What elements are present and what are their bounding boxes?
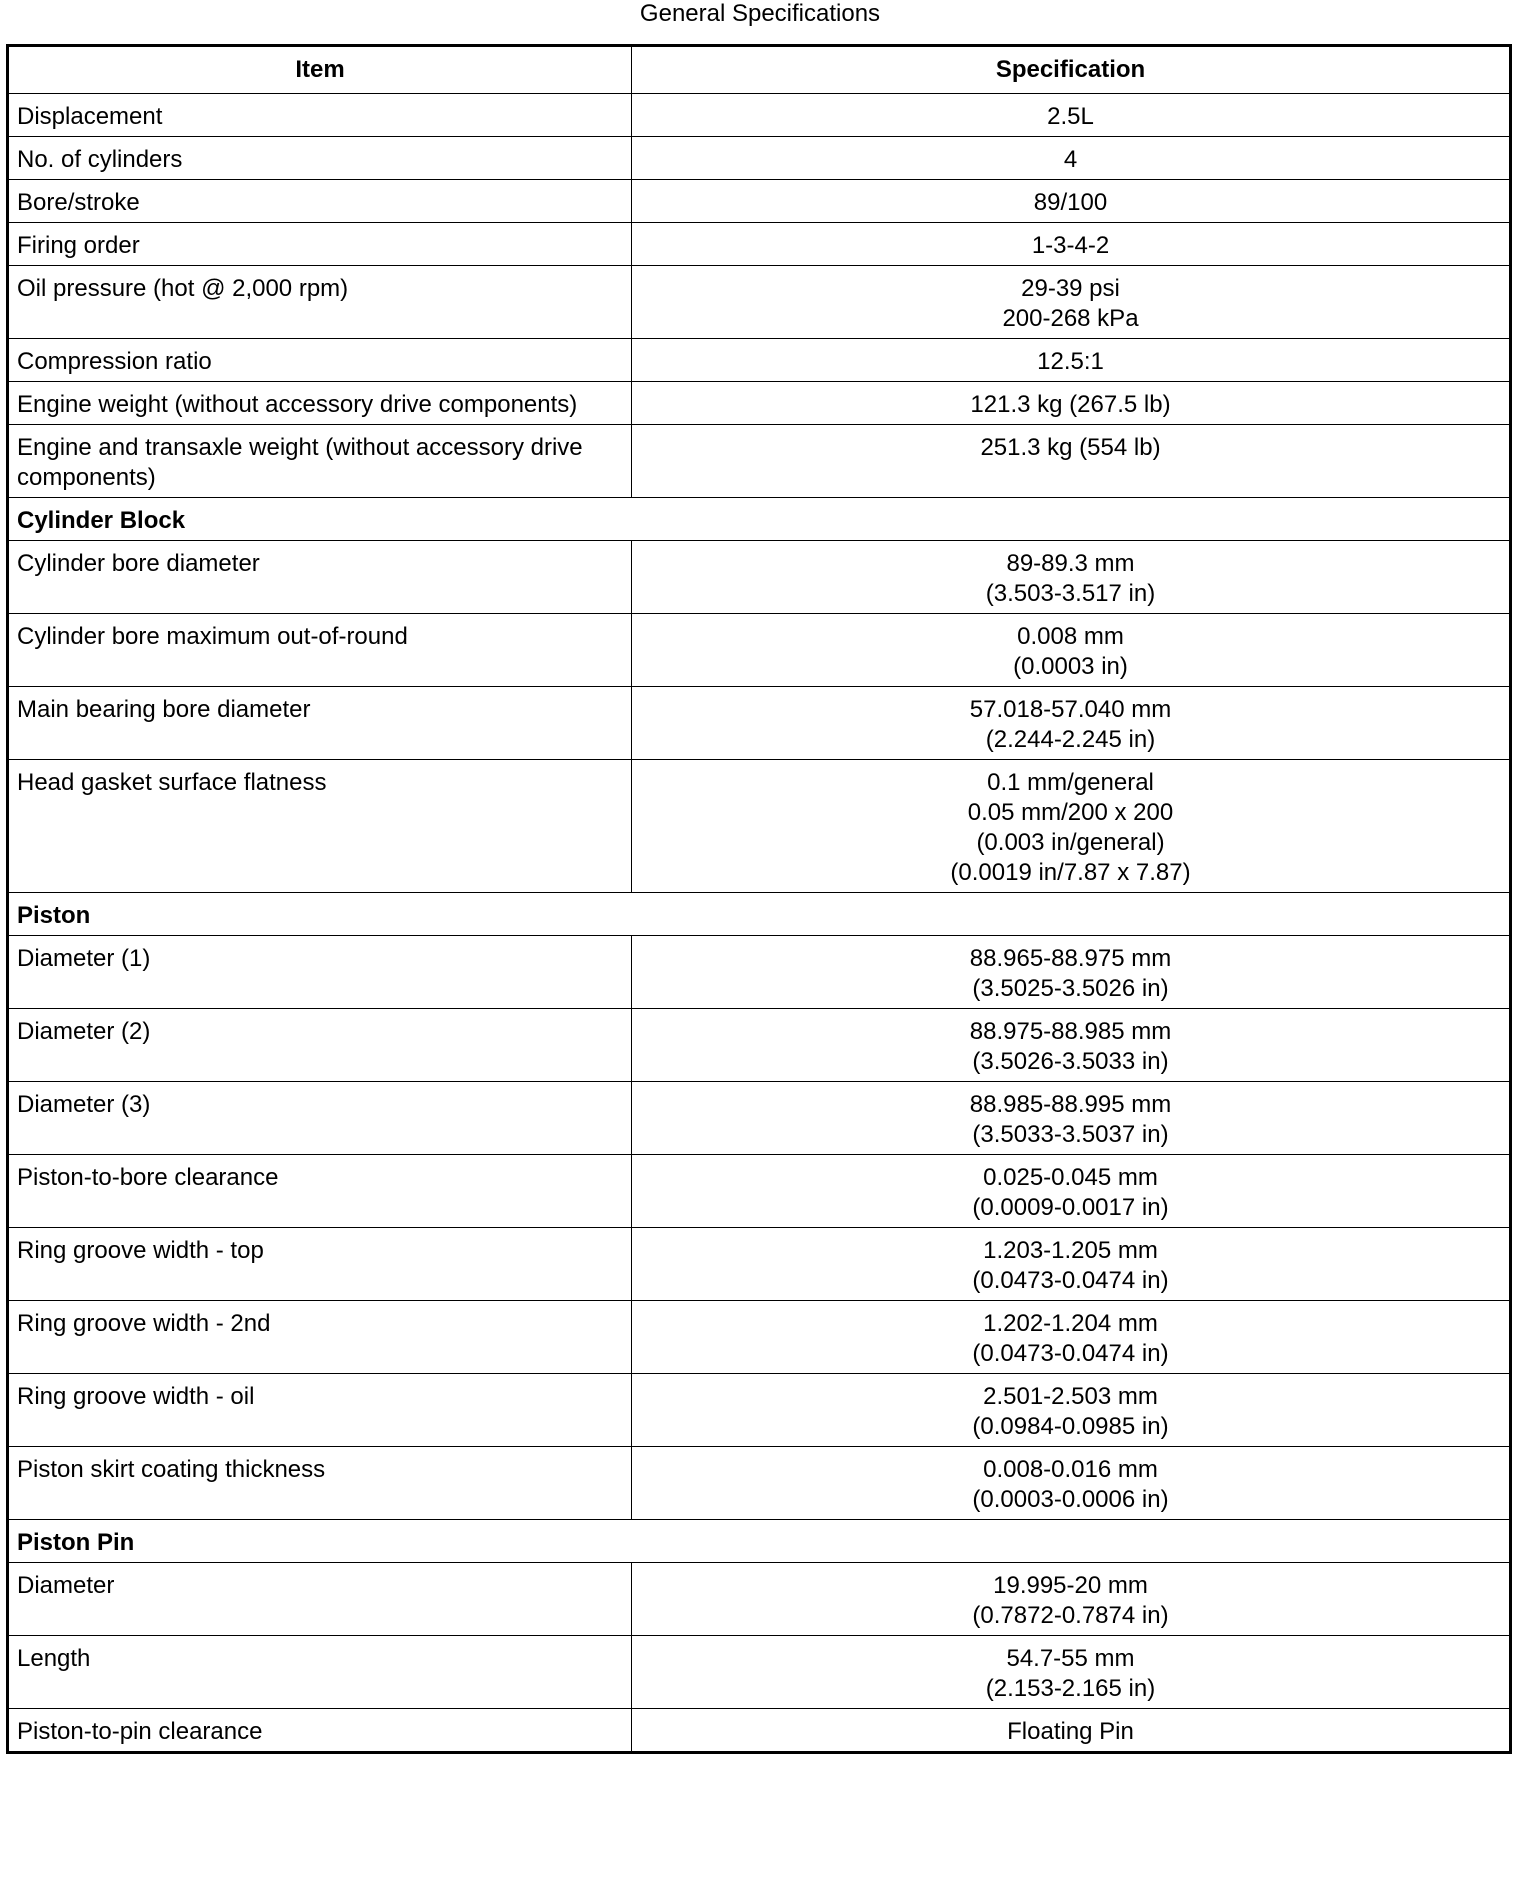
item-cell: Diameter xyxy=(8,1563,632,1636)
specification-line: 2.501-2.503 mm xyxy=(983,1383,1158,1410)
item-cell: No. of cylinders xyxy=(8,137,632,180)
item-cell: Ring groove width - 2nd xyxy=(8,1301,632,1374)
item-cell: Bore/stroke xyxy=(8,180,632,223)
specification-cell xyxy=(632,137,1511,180)
specification-line: 2.5L xyxy=(1047,103,1094,130)
item-cell: Cylinder bore diameter xyxy=(8,541,632,614)
specification-line: (0.0009-0.0017 in) xyxy=(972,1194,1169,1221)
specification-line: 88.985-88.995 mm xyxy=(969,1091,1172,1118)
table-row xyxy=(8,1301,1511,1374)
specification-line: 1-3-4-2 xyxy=(1031,232,1110,259)
specification-cell xyxy=(632,1374,1511,1447)
item-cell: Piston-to-pin clearance xyxy=(8,1709,632,1753)
table-row xyxy=(8,1009,1511,1082)
table-header-row xyxy=(8,46,1511,94)
specification-cell xyxy=(632,541,1511,614)
item-cell: Diameter (1) xyxy=(8,936,632,1009)
table-row xyxy=(8,760,1511,893)
specification-line: (0.0003 in) xyxy=(1013,653,1128,680)
specification-line: 12.5:1 xyxy=(1037,348,1104,375)
item-cell: Ring groove width - top xyxy=(8,1228,632,1301)
specification-cell xyxy=(632,1636,1511,1709)
specification-cell xyxy=(632,425,1511,498)
item-cell: Diameter (2) xyxy=(8,1009,632,1082)
specification-cell xyxy=(632,382,1511,425)
column-header-specification: Specification xyxy=(632,46,1511,94)
specification-cell xyxy=(632,223,1511,266)
table-row xyxy=(8,425,1511,498)
item-cell: Oil pressure (hot @ 2,000 rpm) xyxy=(8,266,632,339)
specification-line: (3.503-3.517 in) xyxy=(985,580,1156,607)
item-cell: Cylinder bore maximum out-of-round xyxy=(8,614,632,687)
specification-line: 121.3 kg (267.5 lb) xyxy=(970,391,1171,418)
item-cell: Compression ratio xyxy=(8,339,632,382)
specification-cell xyxy=(632,94,1511,137)
specification-line: (0.0003-0.0006 in) xyxy=(972,1486,1169,1513)
table-body xyxy=(8,46,1511,1753)
table-row xyxy=(8,1374,1511,1447)
specification-cell xyxy=(632,1009,1511,1082)
specification-line: 0.008-0.016 mm xyxy=(983,1456,1158,1483)
section-header-row xyxy=(8,1520,1511,1563)
specification-line: 89/100 xyxy=(1033,189,1108,216)
specification-cell xyxy=(632,1301,1511,1374)
specification-cell xyxy=(632,339,1511,382)
item-cell: Piston skirt coating thickness xyxy=(8,1447,632,1520)
item-cell: Length xyxy=(8,1636,632,1709)
table-row xyxy=(8,94,1511,137)
specification-line: 1.202-1.204 mm xyxy=(983,1310,1158,1337)
specification-cell xyxy=(632,1563,1511,1636)
item-cell: Engine weight (without accessory drive components) xyxy=(8,382,632,425)
specification-line: (2.244-2.245 in) xyxy=(985,726,1156,753)
specification-line: 89-89.3 mm xyxy=(1006,550,1135,577)
item-cell: Diameter (3) xyxy=(8,1082,632,1155)
table-row xyxy=(8,1228,1511,1301)
specification-line: 0.025-0.045 mm xyxy=(983,1164,1158,1191)
section-header-row xyxy=(8,498,1511,541)
specification-line: 19.995-20 mm xyxy=(993,1572,1148,1599)
table-row xyxy=(8,339,1511,382)
specification-line: (0.0473-0.0474 in) xyxy=(972,1267,1169,1294)
specification-line: (0.0473-0.0474 in) xyxy=(972,1340,1169,1367)
specification-cell xyxy=(632,1709,1511,1753)
page-title: General Specifications xyxy=(639,0,881,27)
specification-line: 57.018-57.040 mm xyxy=(969,696,1172,723)
table-row xyxy=(8,614,1511,687)
table-row xyxy=(8,180,1511,223)
table-row xyxy=(8,541,1511,614)
section-title: Piston xyxy=(8,893,1511,936)
specification-cell xyxy=(632,1155,1511,1228)
item-cell: Head gasket surface flatness xyxy=(8,760,632,893)
specification-line: 251.3 kg (554 lb) xyxy=(980,434,1161,461)
specification-line: (3.5025-3.5026 in) xyxy=(972,975,1169,1002)
specification-cell xyxy=(632,614,1511,687)
table-row xyxy=(8,1636,1511,1709)
table-row xyxy=(8,137,1511,180)
specifications-table xyxy=(6,44,1512,1754)
specification-line: (0.7872-0.7874 in) xyxy=(972,1602,1169,1629)
item-cell: Displacement xyxy=(8,94,632,137)
specification-line: 88.975-88.985 mm xyxy=(969,1018,1172,1045)
specification-line: 0.05 mm/200 x 200 xyxy=(967,799,1174,826)
specification-cell xyxy=(632,760,1511,893)
section-title: Cylinder Block xyxy=(8,498,1511,541)
specification-cell xyxy=(632,936,1511,1009)
table-row xyxy=(8,266,1511,339)
specification-line: 0.008 mm xyxy=(1017,623,1124,650)
specification-line: 88.965-88.975 mm xyxy=(969,945,1172,972)
specification-cell xyxy=(632,180,1511,223)
table-row xyxy=(8,1709,1511,1753)
specification-cell xyxy=(632,266,1511,339)
specification-line: (3.5033-3.5037 in) xyxy=(972,1121,1169,1148)
specification-line: 4 xyxy=(1063,146,1078,173)
table-row xyxy=(8,1563,1511,1636)
table-row xyxy=(8,1082,1511,1155)
specification-line: (0.0984-0.0985 in) xyxy=(972,1413,1169,1440)
specification-line: 54.7-55 mm xyxy=(1006,1645,1135,1672)
specification-line: Floating Pin xyxy=(1007,1718,1134,1745)
specification-line: (0.0019 in/7.87 x 7.87) xyxy=(950,859,1191,886)
item-cell: Engine and transaxle weight (without accessory drive components) xyxy=(8,425,632,498)
table-row xyxy=(8,936,1511,1009)
specification-line: 29-39 psi xyxy=(1021,275,1120,302)
specification-line: (3.5026-3.5033 in) xyxy=(972,1048,1169,1075)
specification-line: 1.203-1.205 mm xyxy=(983,1237,1158,1264)
section-title: Piston Pin xyxy=(8,1520,1511,1563)
specification-cell xyxy=(632,1082,1511,1155)
table-row xyxy=(8,687,1511,760)
table-row xyxy=(8,1155,1511,1228)
specification-cell xyxy=(632,687,1511,760)
table-row xyxy=(8,1447,1511,1520)
section-header-row xyxy=(8,893,1511,936)
column-header-item: Item xyxy=(8,46,632,94)
item-cell: Main bearing bore diameter xyxy=(8,687,632,760)
specification-line: (0.003 in/general) xyxy=(976,829,1165,856)
item-cell: Firing order xyxy=(8,223,632,266)
specification-line: 0.1 mm/general xyxy=(987,769,1154,796)
specification-cell xyxy=(632,1228,1511,1301)
item-cell: Piston-to-bore clearance xyxy=(8,1155,632,1228)
specification-line: 200-268 kPa xyxy=(1002,305,1139,332)
item-cell: Ring groove width - oil xyxy=(8,1374,632,1447)
specification-cell xyxy=(632,1447,1511,1520)
table-row xyxy=(8,223,1511,266)
table-row xyxy=(8,382,1511,425)
specification-line: (2.153-2.165 in) xyxy=(985,1675,1156,1702)
